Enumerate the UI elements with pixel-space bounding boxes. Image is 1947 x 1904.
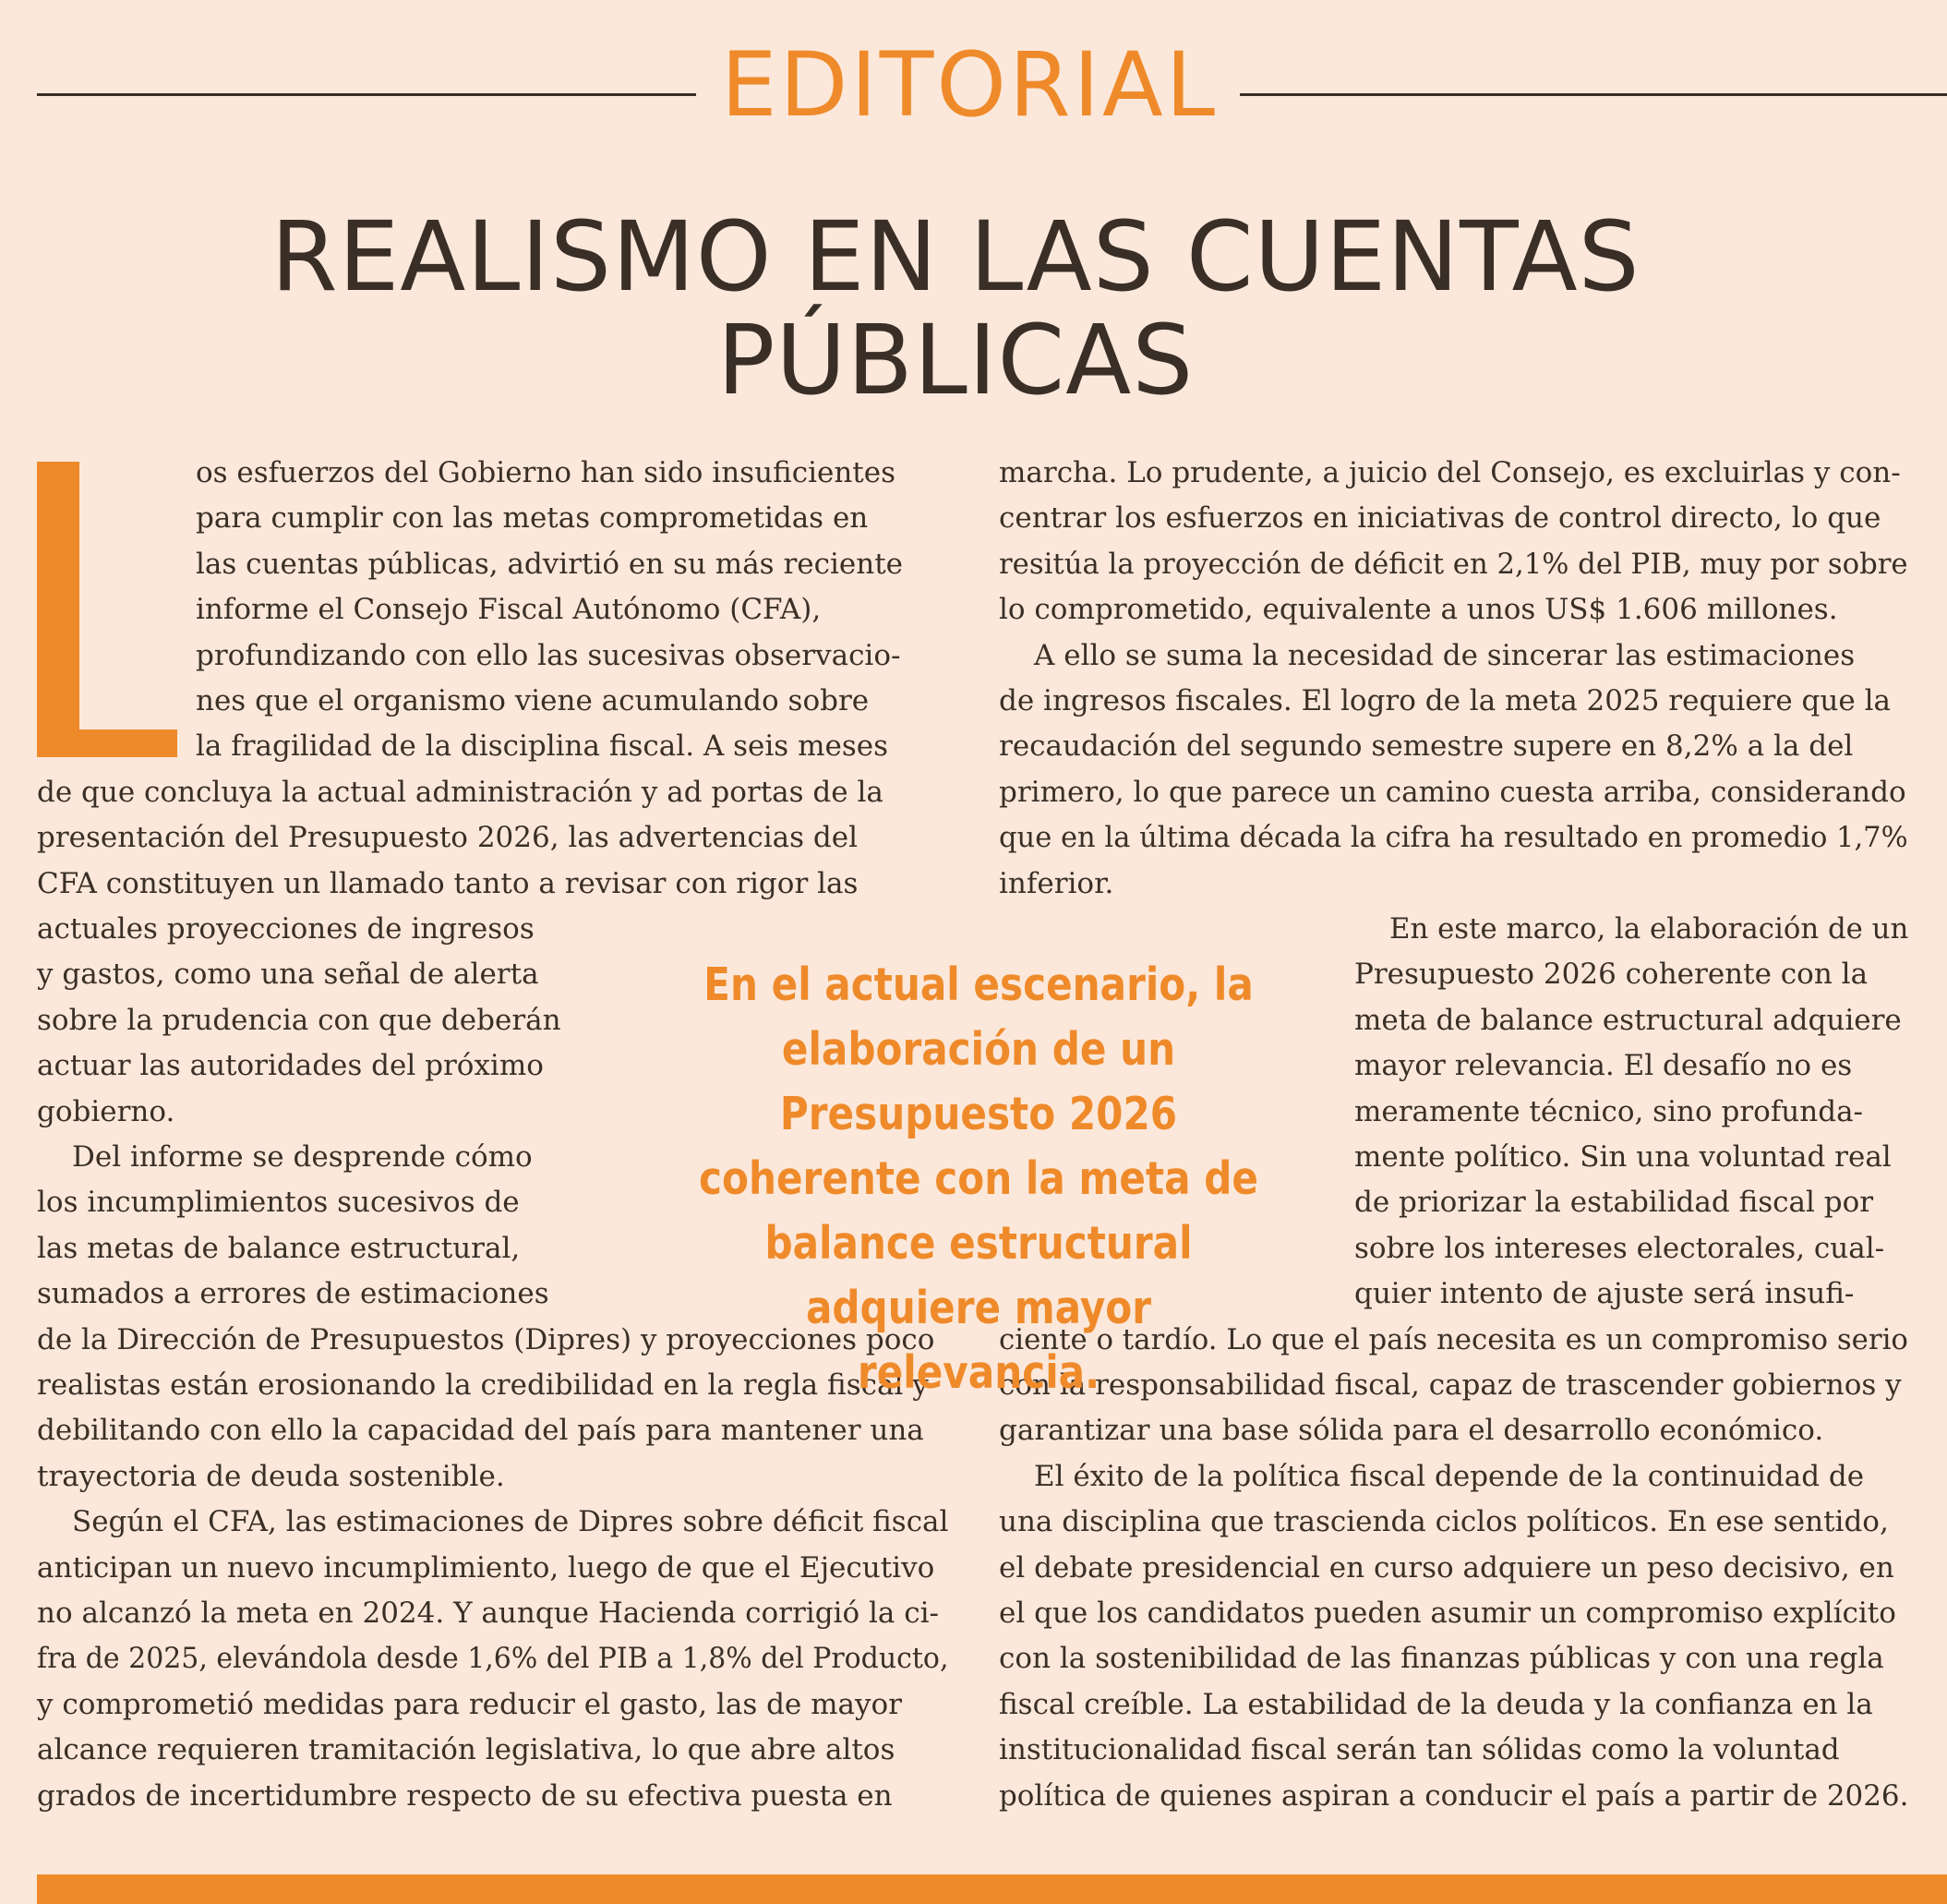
text-line: y gastos, como una señal de alerta <box>37 958 539 991</box>
text-line: fiscal creíble. La estabilidad de la deuda y la confianza en la <box>999 1688 1873 1721</box>
text-line: Del informe se desprende cómo <box>72 1140 533 1174</box>
bottom-accent-bar <box>37 1874 1947 1904</box>
text-line: institucionalidad fiscal serán tan sólidas como la voluntad <box>999 1733 1840 1766</box>
text-line: grados de incertidumbre respecto de su efectiva puesta en <box>37 1779 893 1813</box>
section-label: EDITORIAL <box>720 33 1219 137</box>
text-line: informe el Consejo Fiscal Autónomo (CFA), <box>196 593 822 626</box>
text-line: no alcanzó la meta en 2024. Y aunque Hacienda corrigió la ci- <box>37 1597 939 1630</box>
text-line: de que concluya la actual administración y ad portas de la <box>37 776 883 809</box>
text-line: los incumplimientos sucesivos de <box>37 1186 520 1219</box>
headline-line-2: PÚBLICAS <box>716 304 1195 416</box>
header-rule-left <box>37 93 696 96</box>
pull-quote: En el actual escenario, la elaboración de un Presupuesto 2026 coherente con la meta de balance estructural adquiere mayor relevancia. <box>699 958 1258 1399</box>
text-line: quier intento de ajuste será insufi- <box>1354 1277 1855 1310</box>
header-rule-right <box>1240 93 1947 96</box>
text-line: os esfuerzos del Gobierno han sido insuficientes <box>196 456 896 489</box>
text-line: Presupuesto 2026 coherente con la <box>1354 958 1869 991</box>
text-line: nes que el organismo viene acumulando sobre <box>196 684 870 717</box>
text-line: anticipan un nuevo incumplimiento, luego de que el Ejecutivo <box>37 1551 935 1585</box>
text-line: y comprometió medidas para reducir el gasto, las de mayor <box>37 1688 902 1721</box>
text-line: el que los candidatos pueden asumir un compromiso explícito <box>999 1597 1896 1630</box>
text-line: fra de 2025, elevándola desde 1,6% del PIB a 1,8% del Producto, <box>37 1642 949 1675</box>
text-line: inferior. <box>999 867 1114 900</box>
text-line: resitúa la proyección de déficit en 2,1% del PIB, muy por sobre <box>999 548 1908 581</box>
text-line: sumados a errores de estimaciones <box>37 1277 549 1310</box>
text-line: gobierno. <box>37 1095 175 1128</box>
text-line: sobre los intereses electorales, cual- <box>1354 1232 1885 1265</box>
text-line: las metas de balance estructural, <box>37 1232 521 1265</box>
text-line: debilitando con ello la capacidad del país para mantener una <box>37 1414 924 1447</box>
text-line: actuar las autoridades del próximo <box>37 1049 544 1082</box>
text-line: meta de balance estructural adquiere <box>1354 1004 1902 1037</box>
text-line: centrar los esfuerzos en iniciativas de control directo, lo que <box>999 501 1881 535</box>
text-line: de la Dirección de Presupuestos (Dipres) y proyecciones poco <box>37 1323 935 1356</box>
text-line: meramente técnico, sino profunda- <box>1354 1095 1864 1128</box>
text-line: recaudación del segundo semestre supere en 8,2% a la del <box>999 729 1854 763</box>
text-line: A ello se suma la necesidad de sincerar las estimaciones <box>1034 639 1856 672</box>
text-line: trayectoria de deuda sostenible. <box>37 1460 505 1493</box>
text-line: garantizar una base sólida para el desarrollo económico. <box>999 1414 1824 1447</box>
text-line: marcha. Lo prudente, a juicio del Consejo, es excluirlas y con- <box>999 456 1901 489</box>
text-line: de priorizar la estabilidad fiscal por <box>1354 1186 1874 1219</box>
text-line: El éxito de la política fiscal depende de la continuidad de <box>1034 1460 1865 1493</box>
text-line: mayor relevancia. El desafío no es <box>1354 1049 1853 1082</box>
text-line: ciente o tardío. Lo que el país necesita es un compromiso serio <box>999 1323 1908 1356</box>
text-line: las cuentas públicas, advirtió en su más reciente <box>196 548 903 581</box>
text-line: para cumplir con las metas comprometidas en <box>196 501 869 535</box>
text-line: con la sostenibilidad de las finanzas públicas y con una regla <box>999 1642 1884 1675</box>
text-line: sobre la prudencia con que deberán <box>37 1004 561 1037</box>
text-line: el debate presidencial en curso adquiere un peso decisivo, en <box>999 1551 1894 1585</box>
text-line: mente político. Sin una voluntad real <box>1354 1140 1892 1174</box>
drop-cap-glyph <box>37 462 177 757</box>
text-line: actuales proyecciones de ingresos <box>37 912 535 946</box>
text-line: la fragilidad de la disciplina fiscal. A seis meses <box>196 729 888 763</box>
text-line: de ingresos fiscales. El logro de la meta 2025 requiere que la <box>999 684 1891 717</box>
text-line: presentación del Presupuesto 2026, las advertencias del <box>37 821 858 854</box>
text-line: política de quienes aspiran a conducir el país a partir de 2026. <box>999 1779 1909 1813</box>
text-line: que en la última década la cifra ha resultado en promedio 1,7% <box>999 821 1908 854</box>
headline <box>222 200 1689 416</box>
headline-line-1: REALISMO EN LAS CUENTAS <box>270 200 1641 313</box>
text-line: una disciplina que trascienda ciclos políticos. En ese sentido, <box>999 1505 1889 1538</box>
text-line: con la responsabilidad fiscal, capaz de trascender gobiernos y <box>999 1368 1902 1402</box>
text-line: Según el CFA, las estimaciones de Dipres sobre déficit fiscal <box>72 1505 949 1538</box>
drop-cap <box>37 462 177 757</box>
text-line: CFA constituyen un llamado tanto a revisar con rigor las <box>37 867 859 900</box>
text-line: alcance requieren tramitación legislativa, lo que abre altos <box>37 1733 895 1766</box>
text-line: primero, lo que parece un camino cuesta arriba, considerando <box>999 776 1906 809</box>
text-line: En este marco, la elaboración de un <box>1389 912 1909 946</box>
text-line: profundizando con ello las sucesivas observacio- <box>196 639 901 672</box>
text-line: lo comprometido, equivalente a unos US$ 1.606 millones. <box>999 593 1838 626</box>
text-line: realistas están erosionando la credibilidad en la regla fiscal y <box>37 1368 929 1402</box>
